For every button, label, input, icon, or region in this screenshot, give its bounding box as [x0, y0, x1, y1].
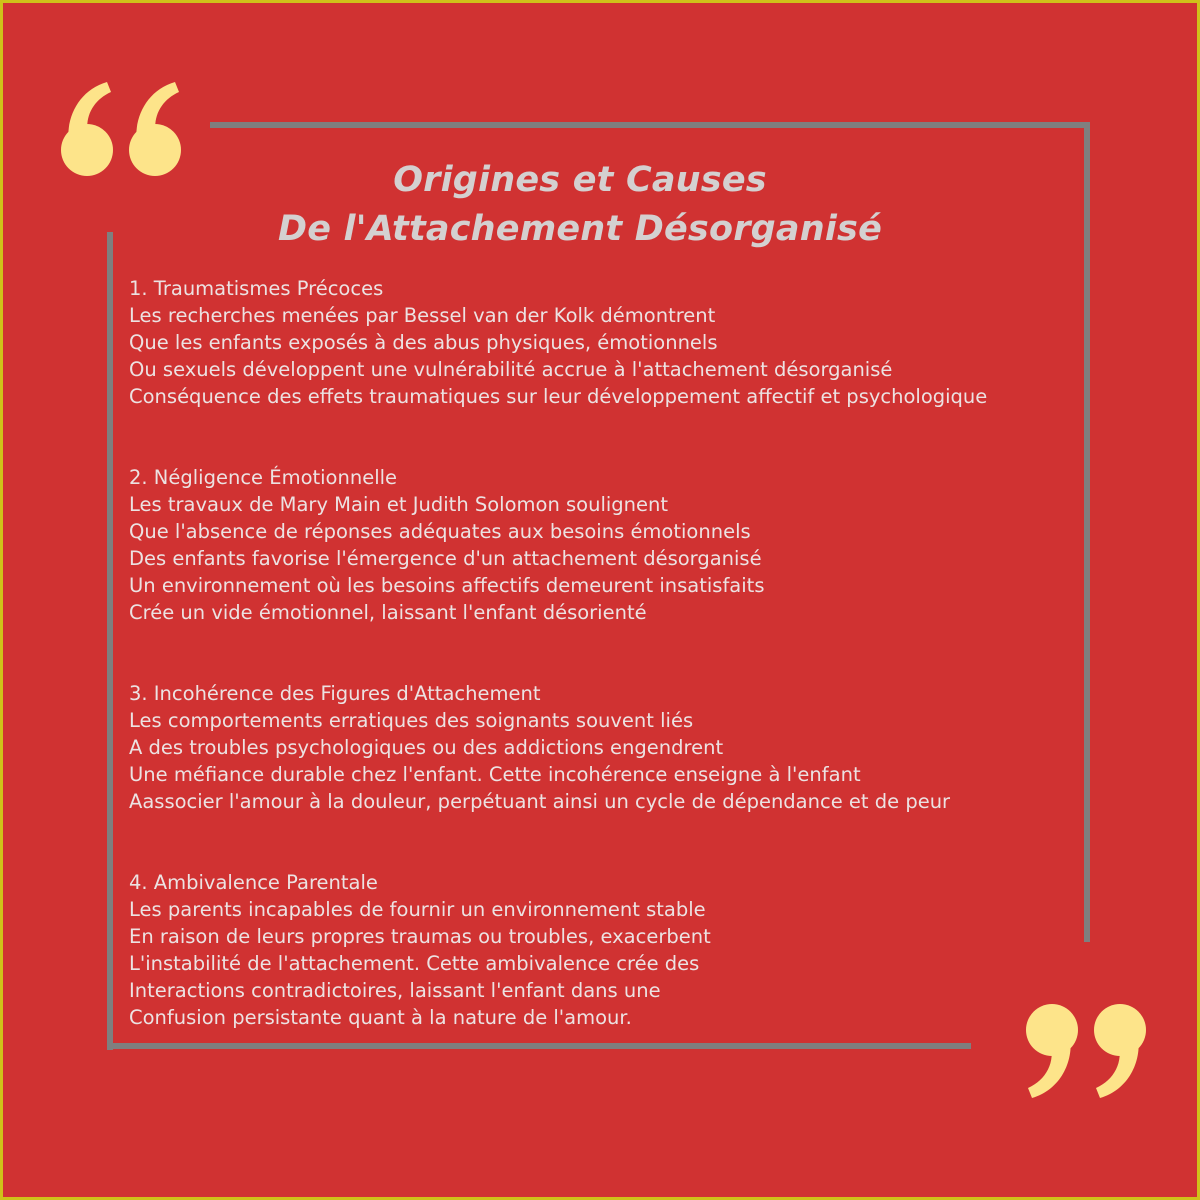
section-line: A des troubles psychologiques ou des addictions engendrent	[129, 736, 724, 759]
section-line: Les parents incapables de fournir un environnement stable	[129, 898, 706, 921]
title-line-1: Origines et Causes	[393, 160, 767, 200]
section-line: Que les enfants exposés à des abus physiques, émotionnels	[129, 331, 718, 354]
section-traumatismes	[129, 275, 1069, 410]
title-line-2: De l'Attachement Désorganisé	[277, 209, 883, 249]
section-line: Une méfiance durable chez l'enfant. Cette incohérence enseigne à l'enfant	[129, 763, 861, 786]
section-line: En raison de leurs propres traumas ou troubles, exacerbent	[129, 925, 711, 948]
section-line: Crée un vide émotionnel, laissant l'enfant désorienté	[129, 601, 647, 624]
section-incoherence	[129, 680, 1069, 815]
section-line: Interactions contradictoires, laissant l'enfant dans une	[129, 979, 661, 1002]
frame-top-line	[210, 122, 1090, 128]
section-line: Confusion persistante quant à la nature de l'amour.	[129, 1006, 632, 1029]
section-heading: 2. Négligence Émotionnelle	[129, 466, 398, 489]
section-line: Les comportements erratiques des soignants souvent liés	[129, 709, 694, 732]
section-line: Des enfants favorise l'émergence d'un attachement désorganisé	[129, 547, 762, 570]
section-heading: 4. Ambivalence Parentale	[129, 871, 378, 894]
section-line: Que l'absence de réponses adéquates aux besoins émotionnels	[129, 520, 751, 543]
section-ambivalence	[129, 869, 1069, 1031]
frame-bottom-line	[107, 1043, 971, 1049]
section-line: Un environnement où les besoins affectifs demeurent insatisfaits	[129, 574, 765, 597]
section-heading: 3. Incohérence des Figures d'Attachement	[129, 682, 541, 705]
section-line: Aassocier l'amour à la douleur, perpétuant ainsi un cycle de dépendance et de peur	[129, 790, 951, 813]
section-line: Ou sexuels développent une vulnérabilité accrue à l'attachement désorganisé	[129, 358, 893, 381]
frame-left-line	[107, 232, 113, 1050]
section-line: Conséquence des effets traumatiques sur leur développement affectif et psychologique	[129, 385, 988, 408]
content-body	[129, 275, 1069, 1031]
section-heading: 1. Traumatismes Précoces	[129, 277, 384, 300]
section-negligence	[129, 464, 1069, 626]
open-quote-icon	[55, 78, 195, 198]
section-line: Les travaux de Mary Main et Judith Solomon soulignent	[129, 493, 669, 516]
frame-right-line	[1084, 122, 1090, 942]
section-line: Les recherches menées par Bessel van der Kolk démontrent	[129, 304, 716, 327]
section-line: L'instabilité de l'attachement. Cette ambivalence crée des	[129, 952, 700, 975]
